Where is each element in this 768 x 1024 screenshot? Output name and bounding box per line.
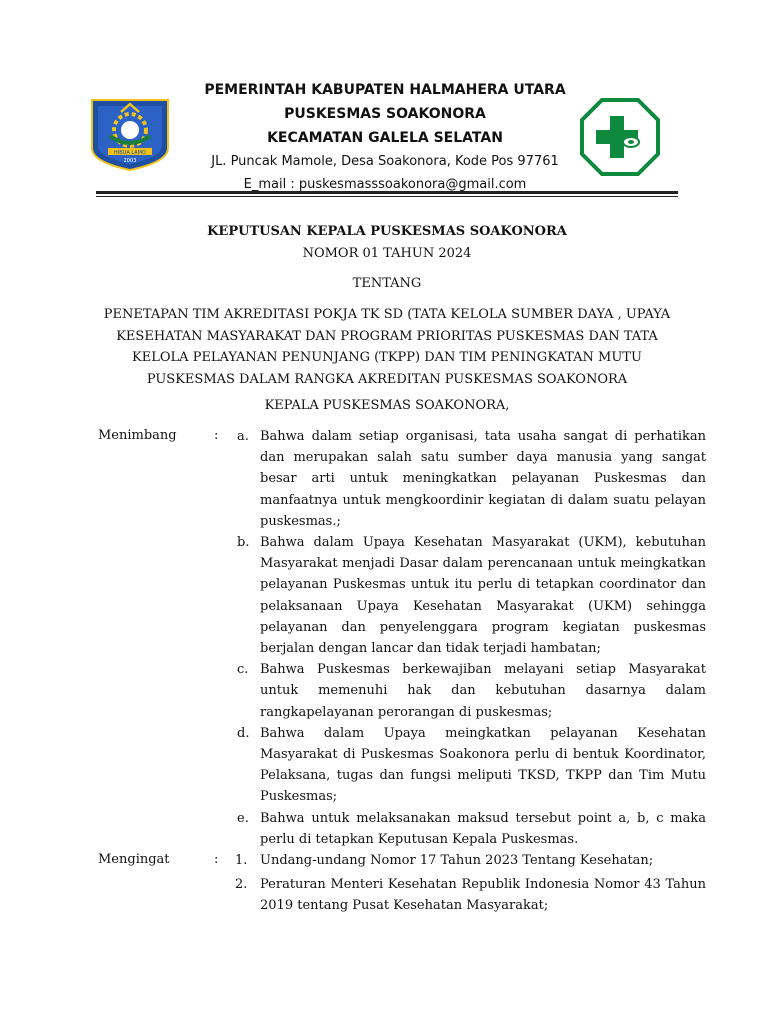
- email-line: E_mail : puskesmasssoakonora@gmail.com: [243, 177, 527, 192]
- list-item: [232, 808, 706, 850]
- letterhead-rule-thin: [96, 196, 678, 197]
- decree-number: NOMOR 01 TAHUN 2024: [302, 246, 472, 261]
- item-marker: e.: [237, 810, 249, 826]
- item-marker: a.: [237, 429, 249, 444]
- mengingat-label: Mengingat: [98, 852, 170, 867]
- list-item: [232, 874, 706, 916]
- menimbang-label: Menimbang: [98, 428, 177, 443]
- item-text: Bahwa dalam setiap organisasi, tata usaha sangat di perhatikan dan merupakan salah satu sumber daya manusia yang sangat besar arti untuk meningkatkan pelayanan Puskesmas dan manfaatnya untuk mengkoordinir kegiatan di dalam suatu pelayan puskesmas.;: [260, 429, 706, 529]
- item-marker: b.: [237, 535, 250, 551]
- menimbang-list: [232, 426, 706, 850]
- government-name: PEMERINTAH KABUPATEN HALMAHERA UTARA: [204, 82, 566, 98]
- item-text: Peraturan Menteri Kesehatan Republik Indonesia Nomor 43 Tahun 2019 tentang Pusat Kesehatan Masyarakat;: [260, 877, 706, 914]
- item-text: Bahwa dalam Upaya meingkatkan pelayanan Kesehatan Masyarakat di Puskesmas Soakonora perlu di bentuk Koordinator, Pelaksana, tugas dan fungsi meliputi TKSD, TKPP dan Tim Mutu Puskesmas;: [260, 725, 706, 805]
- decree-subject: [60, 304, 714, 390]
- item-text: Bahwa Puskesmas berkewajiban melayani setiap Masyarakat untuk memenuhi hak dan kebutuhan dasarnya dalam rangkapelayanan perorangan di puskesmas;: [260, 662, 706, 720]
- decree-issuer: KEPALA PUSKESMAS SOAKONORA,: [264, 398, 510, 413]
- district-name: KECAMATAN GALELA SELATAN: [267, 130, 503, 146]
- letterhead-rule-thick: [96, 191, 678, 194]
- subject-line: PENETAPAN TIM AKREDITASI POKJA TK SD (TATA KELOLA SUMBER DAYA , UPAYA: [103, 307, 671, 322]
- logo-year-text: 2003: [123, 158, 137, 164]
- decree-title: KEPUTUSAN KEPALA PUSKESMAS SOAKONORA: [207, 224, 567, 239]
- item-text: Bahwa dalam Upaya Kesehatan Masyarakat (UKM), kebutuhan Masyarakat menjadi Dasar dalam perencanaan untuk meingkatkan pelayanan Puskesmas untuk itu perlu di tetapkan coordinator dan pelaksanaan Upaya Kesehatan Masyarakat (UKM) sehingga pelayanan dan penyelenggara program kegiatan puskesmas berjalan dengan lancar dan tidak terjadi hambatan;: [260, 535, 706, 657]
- subject-line: KELOLA PELAYANAN PENUNJANG (TKPP) DAN TIM PENINGKATAN MUTU: [132, 350, 642, 365]
- list-item: [232, 426, 706, 532]
- subject-line: KESEHATAN MASYARAKAT DAN PROGRAM PRIORITAS PUSKESMAS DAN TATA: [116, 328, 658, 344]
- puskesmas-logo: [580, 98, 660, 176]
- address-line: JL. Puncak Mamole, Desa Soakonora, Kode Pos 97761: [211, 154, 559, 169]
- mengingat-list: [232, 850, 706, 917]
- item-marker: c.: [237, 662, 249, 678]
- item-text: Bahwa untuk melaksanakan maksud tersebut point a, b, c maka perlu di tetapkan Keputusan Kepala Puskesmas.: [260, 810, 706, 847]
- halmahera-utara-logo: [88, 96, 172, 172]
- puskesmas-name: PUSKESMAS SOAKONORA: [284, 106, 486, 122]
- letterhead: [190, 78, 580, 196]
- mengingat-colon: :: [214, 852, 219, 867]
- logo-motto-text: HIBUA LAMO: [114, 150, 146, 156]
- list-item: [232, 532, 706, 659]
- item-text: Undang-undang Nomor 17 Tahun 2023 Tentang Kesehatan;: [260, 853, 654, 868]
- menimbang-colon: :: [214, 428, 219, 443]
- list-item: [232, 723, 706, 808]
- item-marker: d.: [237, 725, 250, 741]
- subject-line: PUSKESMAS DALAM RANGKA AKREDITAN PUSKESMAS SOAKONORA: [146, 371, 628, 387]
- list-item: [232, 850, 706, 871]
- item-marker: 1.: [235, 853, 248, 868]
- decree-about: TENTANG: [352, 276, 422, 291]
- item-marker: 2.: [235, 877, 248, 893]
- list-item: [232, 659, 706, 723]
